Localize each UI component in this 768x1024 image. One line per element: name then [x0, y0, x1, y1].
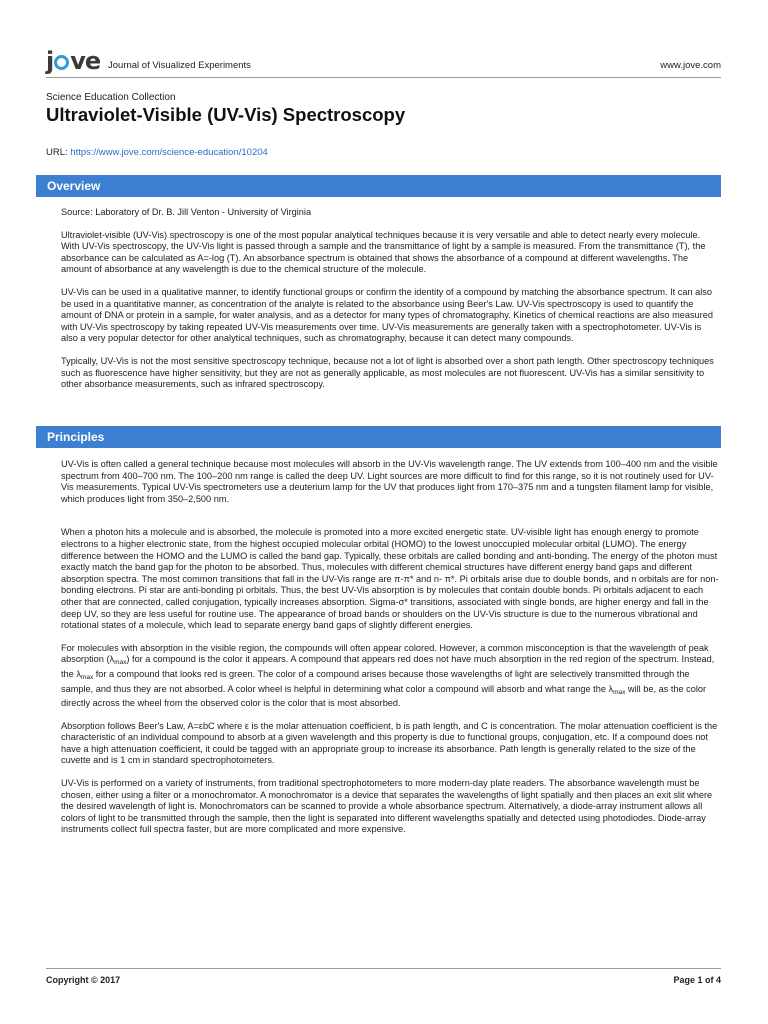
overview-paragraph: UV-Vis can be used in a qualitative manner, to identify functional groups or confirm the identity of a compound by matching the absorbance spectrum. It can also be used in a quantitative manner, as concentration of the analyte is related to the absorbance using Beer's Law. UV-Vis spectroscopy is used to quantify the amount of DNA or protein in a sample, for water analysis, and as a detector for many types of chromatography. Kinetics of chemical reactions are also measured with UV-Vis spectroscopy by taking repeated UV-Vis measurements over time. UV-Vis measurements are generally taken with a spectrophotometer. UV-Vis is also a very popular detector for other analytical techniques, such as chromatography, because it can detect many compounds. [61, 286, 713, 344]
section-header-overview: Overview [36, 175, 721, 197]
page-number: Page 1 of 4 [673, 975, 721, 985]
page-header [46, 48, 721, 78]
url-label: URL: [46, 147, 68, 158]
url-link[interactable]: https://www.jove.com/science-education/10204 [70, 147, 268, 158]
collection-label: Science Education Collection [46, 92, 176, 103]
copyright-text: Copyright © 2017 [46, 975, 121, 985]
page-title: Ultraviolet-Visible (UV-Vis) Spectroscopy [46, 104, 406, 125]
principles-paragraph: Absorption follows Beer's Law, A=εbC where ε is the molar attenuation coefficient, b is path length, and C is concentration. The molar attenuation coefficient is the characteristic of an individual compound to absorb at a given wavelength and this property is due to functional groups, conjugation, etc. If a compound does not have a high attenuation coefficient, it could be tagged with an appropriate group to increase its absorbance. Path length is generally related to the size of the cuvette and is 1 cm in standard spectrophotometers. [61, 720, 718, 766]
overview-paragraph: Ultraviolet-visible (UV-Vis) spectroscopy is one of the most popular analytical techniques because it is very versatile and able to detect nearly every molecule. With UV-Vis spectroscopy, the UV-Vis light is passed through a sample and the transmittance of light by a sample is measured. From the transmittance (T), the absorbance can be calculated as A=-log (T). An absorbance spectrum is obtained that shows the absorbance of a compound at different wavelengths. The amount of absorbance at any wavelength is due to the chemical structure of the molecule. [61, 229, 706, 275]
page-footer [46, 968, 721, 985]
jove-logo[interactable]: j ve [46, 47, 101, 75]
journal-name: Journal of Visualized Experiments [108, 60, 251, 71]
url-line [46, 147, 268, 158]
principles-paragraph-lambda-max: For molecules with absorption in the visible region, the compounds will often appear colored. However, a common misconception is that the wavelength of peak absorption $(\lambda_{max})$ for a compound is the color it appears. A compound that appears red does not have much absorption in the red region of the spectrum. Instead, the $\lambda_{max}$ for a compound that looks red is green. The color of a compound arises because those wavelengths of light are selectively transmitted through the sample, and thus they are not absorbed. A color wheel is helpful in determining what color a compound will absorb and what range the $\lambda_{max}$ will be, as the color directly across the wheel from the observed color is the color that is most absorbed. [61, 642, 715, 709]
principles-body [61, 459, 719, 847]
section-header-principles: Principles [36, 426, 721, 448]
overview-source: Source: Laboratory of Dr. B. Jill Venton - University of Virginia [61, 207, 312, 217]
principles-paragraph: UV-Vis is performed on a variety of instruments, from traditional spectrophotometers to more modern-day plate readers. The absorbance wavelength must be chosen, either using a filter or a monochromator. A monochromator is a device that separates the wavelengths of light spatially and then places an exit slit where the desired wavelength of light is. Monochromators can be scanned to provide a whole absorbance spectrum. Alternatively, a diode-array instrument allows all colors of light to be transmitted through the sample, then the light is separated into different wavelengths spatially and detected using photodiodes. Diode-array instruments collect full spectra faster, but are more complicated and more expensive. [61, 778, 713, 835]
overview-body [61, 207, 719, 402]
logo-ring-icon [54, 55, 69, 70]
site-address[interactable]: www.jove.com [660, 60, 721, 71]
principles-paragraph: UV-Vis is often called a general technique because most molecules will absorb in the UV-Vis wavelength range. The UV extends from 100–400 nm and the visible spectrum from 400–700 nm. The 100–200 nm range is called the deep UV. Light sources are more difficult to find for this range, so it is not routinely used for UV-Vis measurements. Typical UV-Vis spectrometers use a deuterium lamp for the UV that produces light from 170–375 nm and a tungsten filament lamp for visible, which produces light from 350–2,500 nm. [61, 459, 718, 504]
overview-paragraph: Typically, UV-Vis is not the most sensitive spectroscopy technique, because not a lot of light is absorbed over a short path length. Other spectroscopy techniques such as fluorescence have higher sensitivity, but they are not as generally applicable, as most molecules are not fluorescent. UV-Vis has a similar sensitivity to other absorbance measurements, such as infrared spectroscopy. [61, 355, 714, 390]
principles-paragraph: When a photon hits a molecule and is absorbed, the molecule is promoted into a more excited energetic state. UV-visible light has enough energy to promote electrons to a higher electronic state, from the highest occupied molecular orbital (HOMO) to the lowest unoccupied molecular orbital (LUMO). The energy difference between the HOMO and the LUMO is called the band gap. Typically, these orbitals are called bonding and anti-bonding. The energy of the photon must exactly match the band gap for the photon to be absorbed. Thus, molecules with different chemical structures have different energy band gaps and different absorption spectra. The most common transitions that fall in the UV-Vis range are π-π* and n- π*. Pi orbitals arise due to double bonds, and n orbitals are for non-bonding electrons. Pi star are anti-bonding pi orbitals. Thus, the best UV-Vis absorption is by molecules that contain double bonds. Pi orbitals adjacent to each other that are connected, called conjugation, typically increases absorption. Sigma-σ* transitions, associated with single bonds, are higher energy and fall in the deep UV, so they are less useful for routine use. The appearance of broad bands or shoulders on the UV-Vis structure is due to the numerous vibrational and rotational states of a molecule, which lead to separate energy band gaps of slightly different energies. [61, 527, 719, 631]
